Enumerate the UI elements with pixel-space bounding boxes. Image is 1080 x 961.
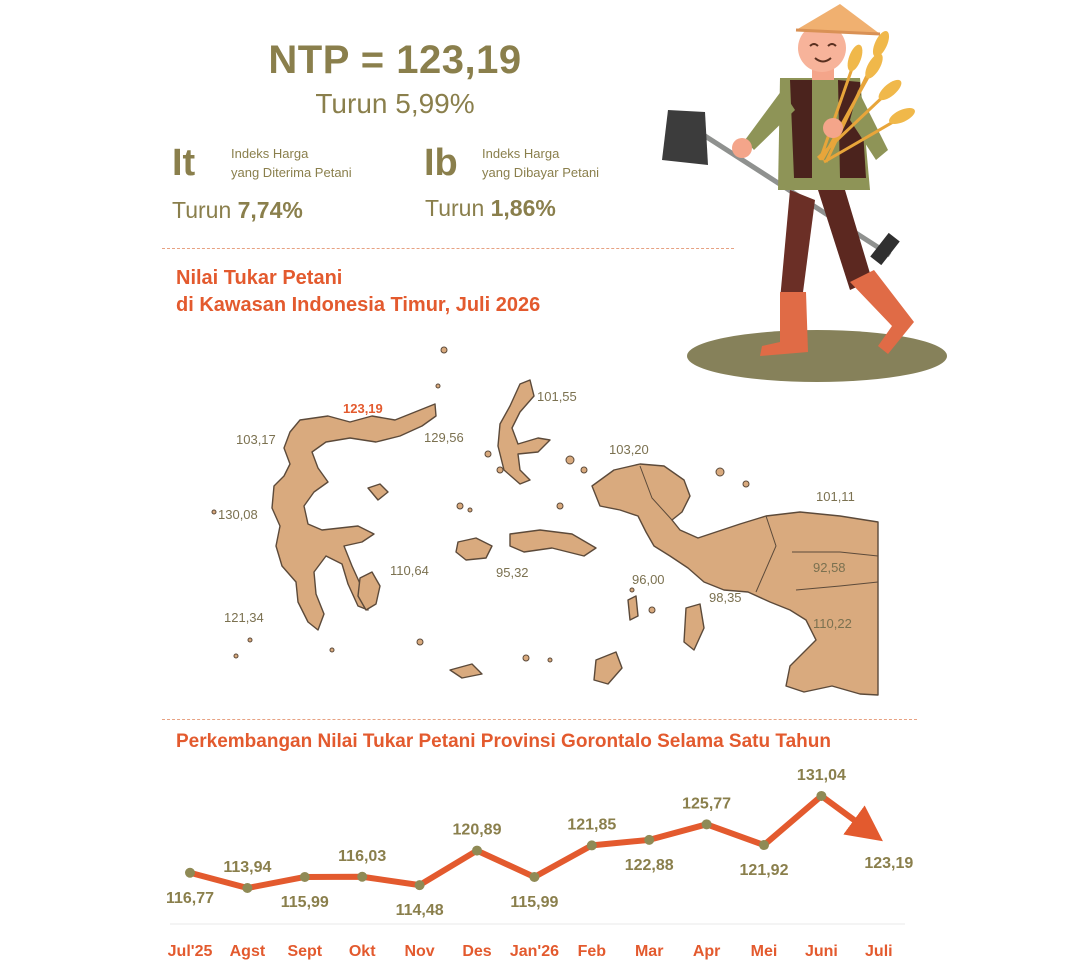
it-change bbox=[172, 197, 303, 224]
map-label-papua-barat-daya: 103,20 bbox=[609, 442, 649, 457]
data-point-7 bbox=[587, 840, 597, 850]
x-tick-label-1: Agst bbox=[229, 943, 266, 960]
ib-change-word: Turun bbox=[425, 195, 485, 221]
map-label-papua-pegunungan: 92,58 bbox=[813, 560, 846, 575]
data-label-10: 121,92 bbox=[739, 862, 789, 880]
left-leg bbox=[780, 190, 815, 300]
map-label-gorontalo: 123,19 bbox=[343, 401, 383, 416]
hoe-end bbox=[870, 233, 900, 265]
data-label-7: 121,85 bbox=[567, 816, 617, 834]
data-point-10 bbox=[759, 840, 769, 850]
map-label-sulut: 129,56 bbox=[424, 430, 464, 445]
x-tick-label-0: Jul'25 bbox=[167, 943, 213, 960]
it-desc-line2: yang Diterima Petani bbox=[231, 165, 352, 180]
x-tick-label-10: Mei bbox=[750, 943, 778, 960]
map-label-papua: 101,11 bbox=[816, 489, 855, 504]
ntp-line-chart bbox=[150, 760, 920, 960]
map-label-papua-selatan: 110,22 bbox=[813, 616, 852, 631]
data-point-5 bbox=[472, 846, 482, 856]
data-label-9: 125,77 bbox=[682, 795, 732, 813]
map-title-line2: di Kawasan Indonesia Timur, Juli 2026 bbox=[176, 294, 541, 316]
kei-islands bbox=[628, 596, 638, 620]
data-point-2 bbox=[300, 872, 310, 882]
x-tick-label-3: Okt bbox=[348, 943, 376, 960]
chart-title: Perkembangan Nilai Tukar Petani Provinsi Gorontalo Selama Satu Tahun bbox=[176, 731, 831, 752]
series-group bbox=[166, 767, 913, 960]
left-hand bbox=[732, 138, 752, 158]
data-label-12: 123,19 bbox=[864, 855, 914, 873]
right-hand bbox=[823, 118, 843, 138]
ntp-title: NTP = 123,19 bbox=[268, 38, 522, 82]
data-label-1: 113,94 bbox=[223, 859, 272, 877]
hoe-blade bbox=[662, 110, 708, 165]
data-label-4: 114,48 bbox=[395, 902, 444, 920]
map-label-papua-tengah: 98,35 bbox=[709, 590, 742, 605]
map-label-sultra: 110,64 bbox=[390, 563, 429, 578]
ib-description bbox=[482, 144, 599, 182]
x-tick-label-2: Sept bbox=[287, 943, 323, 960]
map-label-sulbar: 130,08 bbox=[218, 507, 258, 522]
x-tick-label-4: Nov bbox=[404, 943, 435, 960]
sulawesi-island bbox=[272, 404, 436, 630]
x-tick-label-5: Des bbox=[462, 943, 492, 960]
map-label-maluku: 95,32 bbox=[496, 565, 529, 580]
timor-small-island bbox=[450, 664, 482, 678]
series-arrow bbox=[821, 796, 868, 831]
map-label-malut: 101,55 bbox=[537, 389, 577, 404]
data-label-3: 116,03 bbox=[338, 847, 387, 865]
buru-island bbox=[456, 538, 492, 560]
seram-island bbox=[510, 530, 596, 556]
data-label-8: 122,88 bbox=[624, 856, 674, 874]
data-label-2: 115,99 bbox=[280, 893, 329, 911]
divider-top bbox=[162, 248, 734, 249]
it-desc-line1: Indeks Harga bbox=[231, 146, 309, 161]
aru-islands bbox=[684, 604, 704, 650]
data-point-11 bbox=[816, 791, 826, 801]
data-label-5: 120,89 bbox=[452, 821, 502, 839]
data-point-4 bbox=[415, 880, 425, 890]
data-point-3 bbox=[357, 872, 367, 882]
data-label-6: 115,99 bbox=[510, 893, 559, 911]
data-point-8 bbox=[644, 835, 654, 845]
divider-bottom bbox=[162, 719, 917, 720]
data-point-6 bbox=[529, 872, 539, 882]
data-point-0 bbox=[185, 868, 195, 878]
map-title bbox=[176, 265, 540, 319]
it-change-word: Turun bbox=[172, 197, 232, 223]
ib-desc-line2: yang Dibayar Petani bbox=[482, 165, 600, 180]
eastern-indonesia-map bbox=[200, 320, 890, 715]
x-tick-label-9: Apr bbox=[692, 943, 721, 960]
x-tick-label-12: Juli bbox=[865, 943, 893, 960]
x-tick-label-11: Juni bbox=[804, 943, 838, 960]
it-description bbox=[231, 144, 352, 182]
data-label-11: 131,04 bbox=[796, 766, 846, 784]
ntp-change: Turun 5,99% bbox=[315, 88, 475, 119]
data-point-9 bbox=[702, 819, 712, 829]
ib-change bbox=[425, 195, 556, 222]
x-tick-label-8: Mar bbox=[634, 943, 664, 960]
data-label-0: 116,77 bbox=[165, 889, 215, 907]
it-change-value: 7,74% bbox=[237, 197, 303, 223]
map-title-line1: Nilai Tukar Petani bbox=[176, 267, 343, 289]
map-label-papua-barat: 96,00 bbox=[632, 572, 665, 587]
tanimbar-islands bbox=[594, 652, 622, 684]
it-symbol: It bbox=[172, 142, 196, 184]
data-point-1 bbox=[242, 883, 252, 893]
map-label-sulteng: 103,17 bbox=[236, 432, 276, 447]
ib-change-value: 1,86% bbox=[490, 195, 556, 221]
ib-desc-line1: Indeks Harga bbox=[482, 146, 560, 161]
banggai-islands bbox=[368, 484, 388, 500]
map-label-sulsel: 121,34 bbox=[224, 610, 264, 625]
ib-symbol: Ib bbox=[424, 142, 458, 184]
x-tick-label-6: Jan'26 bbox=[509, 943, 559, 960]
x-tick-label-7: Feb bbox=[577, 943, 607, 960]
